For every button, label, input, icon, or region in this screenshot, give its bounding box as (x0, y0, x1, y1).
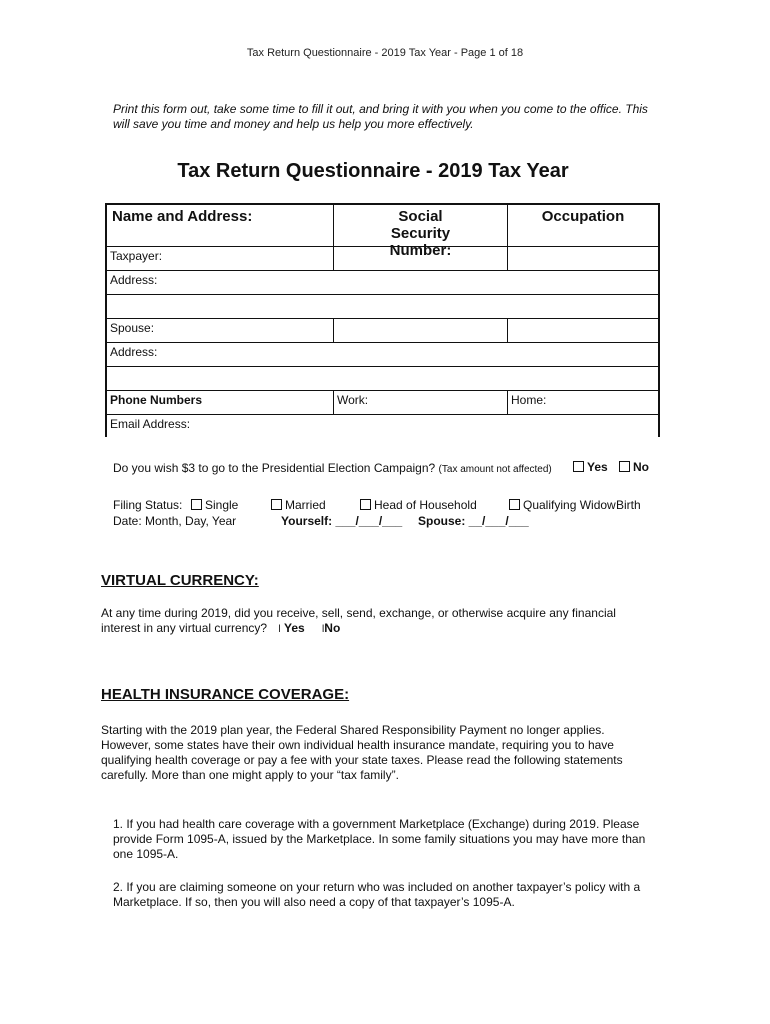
taxpayer-occupation-field[interactable] (508, 247, 658, 271)
occupation-header (508, 205, 658, 247)
election-note: (Tax amount not affected) (438, 464, 552, 475)
checkbox-icon[interactable] (271, 499, 282, 510)
checkbox-icon[interactable] (509, 499, 520, 510)
spouse-name-cell[interactable] (107, 319, 334, 343)
address-label: Address: (110, 273, 158, 287)
name-address-label: Name and Address: (112, 208, 253, 225)
virtual-yes-label: Yes (284, 621, 305, 635)
taxpayer-label: Taxpayer: (110, 249, 163, 263)
checkbox-icon[interactable] (360, 499, 371, 510)
election-no-option[interactable] (619, 460, 649, 474)
hoh-label: Head of Household (374, 498, 477, 512)
yourself-birth-field[interactable] (281, 514, 402, 528)
single-label: Single (205, 498, 239, 512)
virtual-yes-option[interactable] (278, 621, 304, 635)
health-item-2: 2. If you are claiming someone on your return who was included on another taxpayer’s policy with a Marketplace. If so, then you will also need a copy of that taxpayer’s 1095-A. (113, 880, 641, 909)
taxpayer-name-cell[interactable] (107, 247, 334, 271)
taxpayer-ssn-field[interactable] (334, 247, 508, 271)
spouse-label: Spouse: (110, 321, 155, 335)
election-no-label: No (633, 460, 649, 474)
yourself-blank: : ___/___/___ (328, 514, 403, 528)
spouse-address-field[interactable] (107, 343, 658, 367)
form-title: Tax Return Questionnaire - 2019 Tax Year (177, 160, 569, 182)
filing-married-option[interactable] (271, 498, 326, 512)
spouse-occupation-field[interactable] (508, 319, 658, 343)
home-phone-field[interactable] (508, 391, 658, 415)
spouse-birth-field[interactable]: Spouse: __/___/___ (418, 514, 529, 528)
filing-single-option[interactable] (191, 498, 238, 512)
info-table (105, 203, 660, 437)
address-label: Address: (110, 345, 158, 359)
health-insurance-heading: HEALTH INSURANCE COVERAGE: (101, 686, 350, 703)
election-yes-option[interactable] (573, 460, 608, 474)
virtual-question: At any time during 2019, did you receive, sell, send, exchange, or otherwise acquire any financial interest in any virtual currency? (101, 606, 616, 635)
phone-label: Phone Numbers (110, 393, 203, 407)
checkbox-icon[interactable] (191, 499, 202, 510)
checkbox-icon[interactable] (573, 461, 584, 472)
virtual-no-option[interactable] (322, 621, 340, 635)
intro-text: Print this form out, take some time to fill it out, and bring it with you when you come to the office. This will save you time and money and help us help you more effectively. (113, 102, 648, 131)
occupation-label: Occupation (541, 208, 625, 225)
election-question: Do you wish $3 to go to the Presidential Election Campaign? (113, 461, 436, 475)
email-label: Email Address: (110, 417, 191, 431)
qw-label: Qualifying Widow (523, 498, 616, 512)
home-label: Home: (511, 393, 547, 407)
virtual-no-label: No (324, 621, 341, 635)
yourself-label: Yourself (281, 514, 329, 528)
virtual-currency-text (101, 606, 631, 637)
filing-qw-option[interactable] (509, 498, 616, 512)
checkbox-icon[interactable] (619, 461, 630, 472)
spouse-address-line2-field[interactable] (107, 367, 658, 391)
spouse-ssn-field[interactable] (334, 319, 508, 343)
birth-label: Birth (616, 498, 641, 512)
work-label: Work: (337, 393, 369, 407)
no-mark: l (322, 624, 325, 635)
page-header: Tax Return Questionnaire - 2019 Tax Year - Page 1 of 18 (246, 47, 524, 59)
health-insurance-text: Starting with the 2019 plan year, the Federal Shared Responsibility Payment no longer applies. However, some states have their own individual health insurance mandate, requiring you to have qualifying health coverage or pay a fee with your state taxes. Please read the following statements carefully. More than one might apply to your “tax family”. (101, 723, 623, 782)
ssn-label: Social Security Number: (389, 208, 452, 259)
taxpayer-address-field[interactable] (107, 271, 658, 295)
ssn-header (334, 205, 508, 259)
yes-mark: l (278, 624, 281, 635)
married-label: Married (285, 498, 326, 512)
filing-hoh-option[interactable] (360, 498, 477, 512)
filing-status-label: Filing Status: (113, 498, 183, 512)
virtual-currency-heading: VIRTUAL CURRENCY: (101, 572, 259, 589)
election-yes-label: Yes (587, 460, 608, 474)
phone-numbers-cell (107, 391, 334, 415)
birth-date-label: Date: Month, Day, Year (113, 514, 237, 528)
taxpayer-address-line2-field[interactable] (107, 295, 658, 319)
email-field[interactable] (107, 415, 658, 437)
name-address-header (107, 205, 334, 247)
health-item-1: 1. If you had health care coverage with a government Marketplace (Exchange) during 2019. Please provide Form 1095-A, issued by the Marketplace. In some family situations you may have more than one 1095-A. (113, 817, 646, 861)
work-phone-field[interactable] (334, 391, 508, 415)
